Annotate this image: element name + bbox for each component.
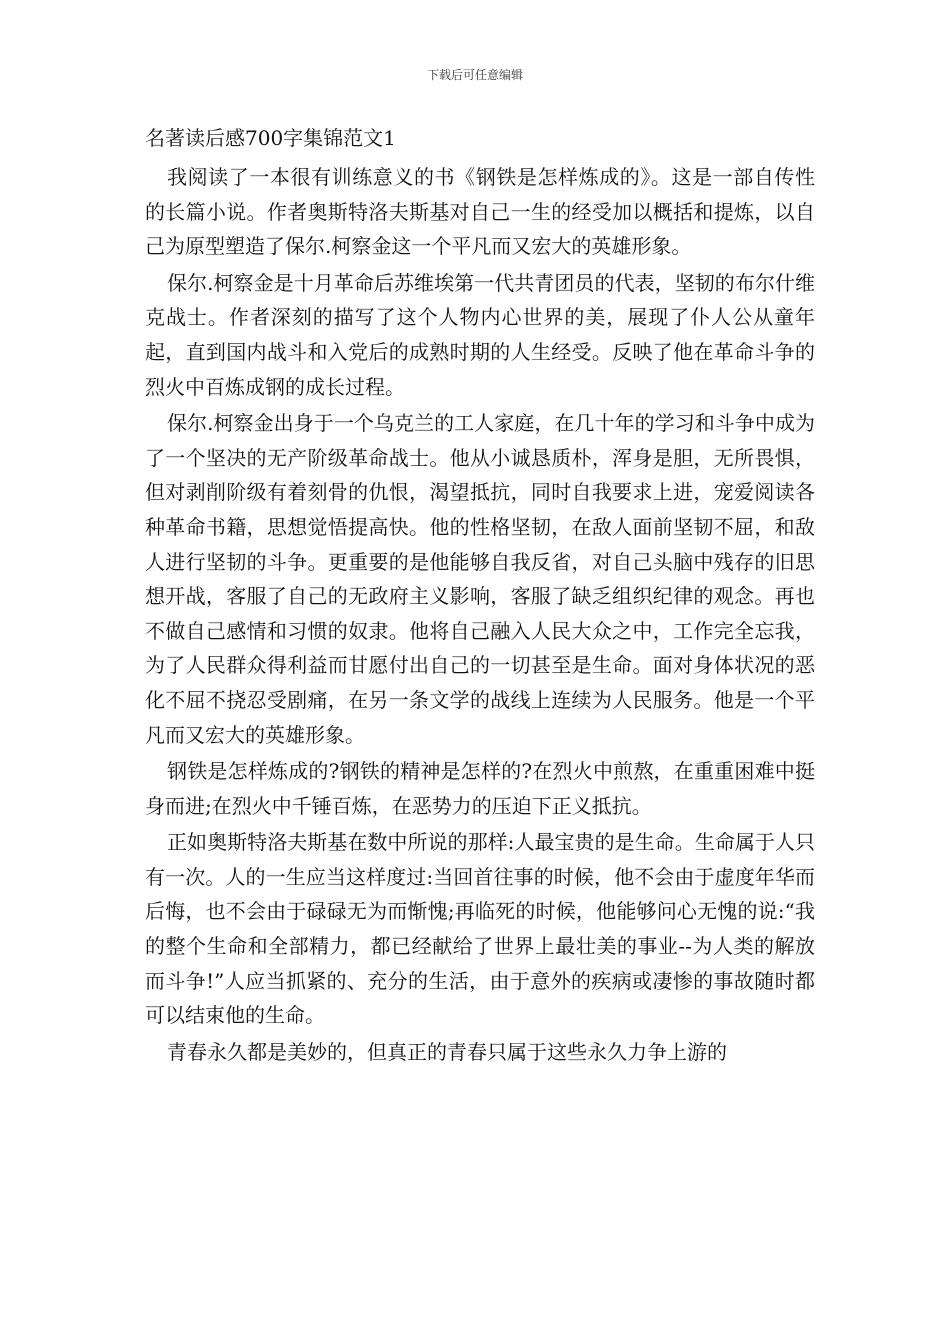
paragraph: 保尔.柯察金是十月革命后苏维埃第一代共青团员的代表，坚韧的布尔什维克战士。作者深刻的描写了这个人物内心世界的美，展现了仆人公从童年起，直到国内战斗和入党后的成熟时期的人生经受。反映了他在革命斗争的烈火中百炼成钢的成长过程。: [145, 270, 815, 399]
page-header: 下载后可任意编辑: [426, 68, 523, 82]
document-title: 名著读后感700字集锦范文1: [145, 126, 396, 150]
document-body: [145, 123, 815, 1071]
paragraph: 青春永久都是美妙的，但真正的青春只属于这些永久力争上游的: [167, 1039, 727, 1064]
paragraph: 钢铁是怎样炼成的?钢铁的精神是怎样的?在烈火中煎熬，在重重困难中挺身而进;在烈火中千锤百炼，在恶势力的压迫下正义抵抗。: [145, 759, 815, 818]
paragraph: 我阅读了一本很有训练意义的书《钢铁是怎样炼成的》。这是一部自传性的长篇小说。作者奥斯特洛夫斯基对自己一生的经受加以概括和提炼，以自己为原型塑造了保尔.柯察金这一个平凡而又宏大的英雄形象。: [145, 165, 815, 259]
paragraph: 正如奥斯特洛夫斯基在数中所说的那样:人最宝贵的是生命。生命属于人只有一次。人的一生应当这样度过:当回首往事的时候，他不会由于虚度年华而后悔，也不会由于碌碌无为而惭愧;再临死的时候，他能够问心无愧的说:“我的整个生命和全部精力，都已经献给了世界上最壮美的事业--为人类的解放而斗争!”人应当抓紧的、充分的生活，由于意外的疾病或凄惨的事故随时都可以结束他的生命。: [145, 830, 815, 1028]
paragraph: 保尔.柯察金出身于一个乌克兰的工人家庭，在几十年的学习和斗争中成为了一个坚决的无产阶级革命战士。他从小诚恳质朴，浑身是胆，无所畏惧，但对剥削阶级有着刻骨的仇恨，渴望抵抗，同时自我要求上进，宠爱阅读各种革命书籍，思想觉悟提高快。他的性格坚韧，在敌人面前坚韧不屈，和敌人进行坚韧的斗争。更重要的是他能够自我反省，对自己头脑中残存的旧思想开战，客服了自己的无政府主义影响，客服了缺乏组织纪律的观念。再也不做自己感情和习惯的奴隶。他将自己融入人民大众之中，工作完全忘我，为了人民群众得利益而甘愿付出自己的一切甚至是生命。面对身体状况的恶化不屈不挠忍受剧痛，在另一条文学的战线上连续为人民服务。他是一个平凡而又宏大的英雄形象。: [145, 411, 815, 747]
